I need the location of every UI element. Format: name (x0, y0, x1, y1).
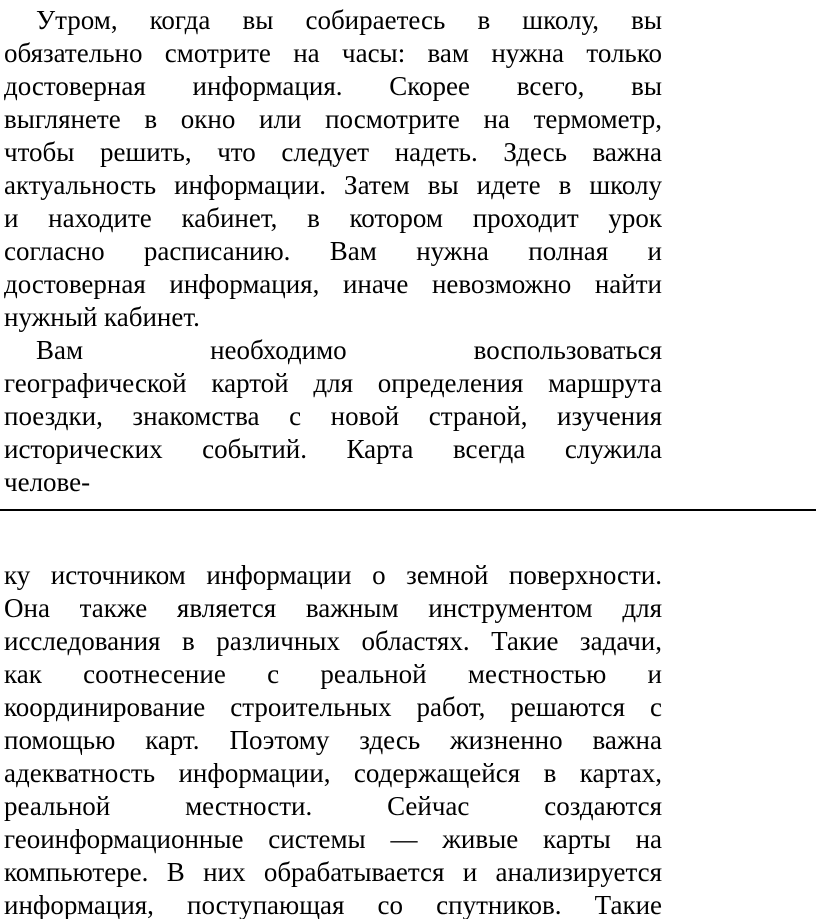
text-line: координирование строительных работ, решаются с (4, 692, 662, 722)
text-line: нужный кабинет. (4, 302, 200, 332)
text-line: геоинформационные системы — живые карты на (4, 824, 662, 854)
document-text-top (4, 4, 662, 499)
text-line: чтобы решить, что следует надеть. Здесь важна (4, 137, 662, 167)
text-line: информация, поступающая со спутников. Такие (4, 890, 662, 919)
text-line: Она также является важным инструментом для (4, 593, 662, 623)
text-line: и находите кабинет, в котором проходит урок (4, 203, 662, 233)
text-line: актуальность информации. Затем вы идете в школу (4, 170, 662, 200)
text-line: обязательно смотрите на часы: вам нужна только (4, 38, 662, 68)
text-line: согласно расписанию. Вам нужна полная и (4, 236, 662, 266)
text-line: достоверная информация, иначе невозможно найти (4, 269, 662, 299)
document-text-bottom (4, 559, 662, 919)
text-line: компьютере. В них обрабатывается и анализируется (4, 857, 662, 887)
text-line: выглянете в окно или посмотрите на термометр, (4, 104, 662, 134)
text-line: Утром, когда вы собираетесь в школу, вы (36, 5, 662, 35)
text-line: достоверная информация. Скорее всего, вы (4, 71, 662, 101)
text-line: географической картой для определения маршрута (4, 368, 662, 398)
text-line: челове- (4, 467, 91, 497)
text-line: ку источником информации о земной поверхности. (4, 560, 662, 590)
page-bottom (0, 555, 816, 919)
paragraph-2 (4, 334, 662, 499)
text-line: как соотнесение с реальной местностью и (4, 659, 662, 689)
text-line: помощью карт. Поэтому здесь жизненно важна (4, 725, 662, 755)
text-line: реальной местности. Сейчас создаются (4, 791, 662, 821)
text-line: поездки, знакомства с новой страной, изучения (4, 401, 662, 431)
page-divider (0, 509, 816, 511)
text-line: исследования в различных областях. Такие задачи, (4, 626, 662, 656)
text-line: исторических событий. Карта всегда служила (4, 434, 662, 464)
paragraph-2-continued (4, 559, 662, 919)
text-line: адекватность информации, содержащейся в картах, (4, 758, 662, 788)
text-line: Вам необходимо воспользоваться (36, 335, 662, 365)
paragraph-1 (4, 4, 662, 334)
